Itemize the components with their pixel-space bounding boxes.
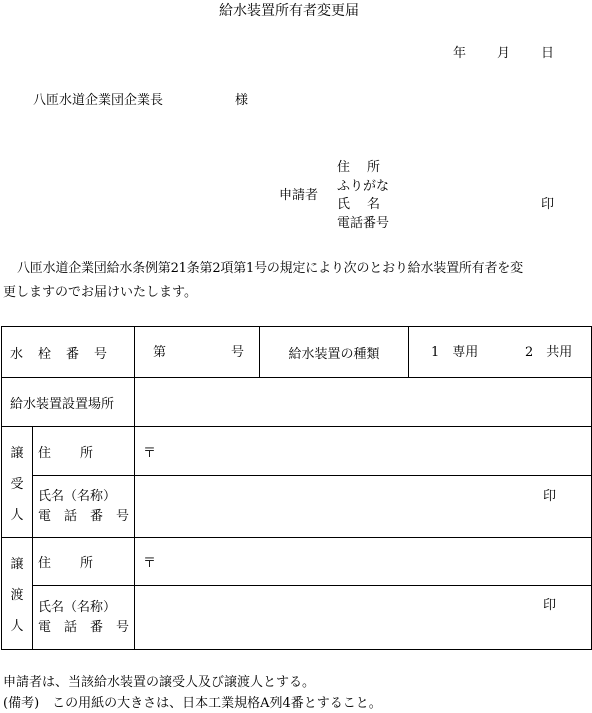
body-text-line1: 八匝水道企業団給水条例第21条第2項第1号の規定により次のとおり給水装置所有者を変 — [17, 261, 523, 276]
meter-number-cell[interactable] — [135, 327, 260, 378]
addressee-honorific: 様 — [235, 93, 249, 108]
transferee-char-3: 人 — [10, 507, 24, 523]
transferor-char-2: 渡 — [10, 588, 24, 603]
transferor-seal: 印 — [543, 598, 557, 613]
applicant-seal: 印 — [541, 197, 555, 212]
transferor-vertical-label — [2, 538, 33, 650]
transferee-name-label-cell — [33, 476, 135, 538]
transferor-name-value[interactable] — [135, 586, 592, 650]
transferee-name-value[interactable] — [135, 476, 592, 538]
transferee-address-row — [2, 427, 592, 476]
transferee-address-value[interactable] — [135, 427, 592, 476]
transferee-postal-mark: 〒 — [143, 445, 157, 461]
transferor-name-label-cell — [33, 586, 135, 650]
transferor-postal-mark: 〒 — [143, 556, 157, 571]
transferee-name-label: 氏名（名称） — [38, 488, 117, 504]
meter-suffix: 号 — [231, 345, 245, 360]
transferor-address-value[interactable] — [135, 538, 592, 586]
type-options-cell — [409, 327, 592, 378]
date-month: 月 — [497, 46, 511, 61]
transferor-name-row — [2, 586, 592, 650]
transferee-address-label-cell — [33, 427, 135, 476]
form-title: 給水装置所有者変更届 — [219, 3, 359, 19]
transferee-name-row — [2, 476, 592, 538]
applicant-label: 申請者 — [279, 188, 319, 203]
meter-label: 水 栓 番 号 — [10, 346, 109, 362]
applicant-furigana-label: ふりがな — [337, 179, 390, 194]
transferee-char-1: 譲 — [10, 445, 24, 461]
meter-prefix: 第 — [153, 345, 167, 360]
applicant-name-label: 氏 名 — [337, 197, 383, 212]
transferee-seal: 印 — [543, 489, 557, 504]
date-day: 日 — [541, 46, 555, 61]
applicant-address-label: 住 所 — [337, 160, 383, 175]
type-option-exclusive[interactable]: 1 専用 — [431, 345, 479, 360]
transferor-address-label: 住 所 — [38, 556, 95, 571]
addressee-name: 八匝水道企業団企業長 — [33, 93, 164, 108]
transferee-vertical-label — [2, 427, 33, 538]
meter-row — [2, 327, 592, 378]
meter-label-cell — [2, 327, 135, 378]
note-applicant: 申請者は、当該給水装置の譲受人及び譲渡人とする。 — [3, 675, 316, 690]
transferor-address-label-cell — [33, 538, 135, 586]
transferor-char-3: 人 — [10, 619, 24, 634]
transferor-char-1: 譲 — [10, 557, 24, 572]
location-row — [2, 378, 592, 427]
type-option-shared[interactable]: 2 共用 — [525, 345, 573, 360]
location-label: 給水装置設置場所 — [10, 396, 115, 412]
form-table — [1, 326, 592, 650]
note-remarks: (備考) この用紙の大きさは、日本工業規格A列4番とすること。 — [3, 696, 382, 711]
transferee-address-label: 住 所 — [38, 445, 95, 461]
location-label-cell — [2, 378, 135, 427]
transferor-phone-label: 電 話 番 号 — [38, 619, 130, 635]
body-text-line2: 更しますのでお届けいたします。 — [3, 285, 197, 300]
transferee-char-2: 受 — [10, 476, 24, 492]
type-label: 給水装置の種類 — [288, 346, 380, 362]
transferee-phone-label: 電 話 番 号 — [38, 508, 130, 524]
transferor-address-row — [2, 538, 592, 586]
date-year: 年 — [453, 46, 467, 61]
transferor-name-label: 氏名（名称） — [38, 599, 117, 615]
applicant-phone-label: 電話番号 — [337, 216, 390, 231]
location-value-cell[interactable] — [135, 378, 592, 427]
type-label-cell — [260, 327, 409, 378]
